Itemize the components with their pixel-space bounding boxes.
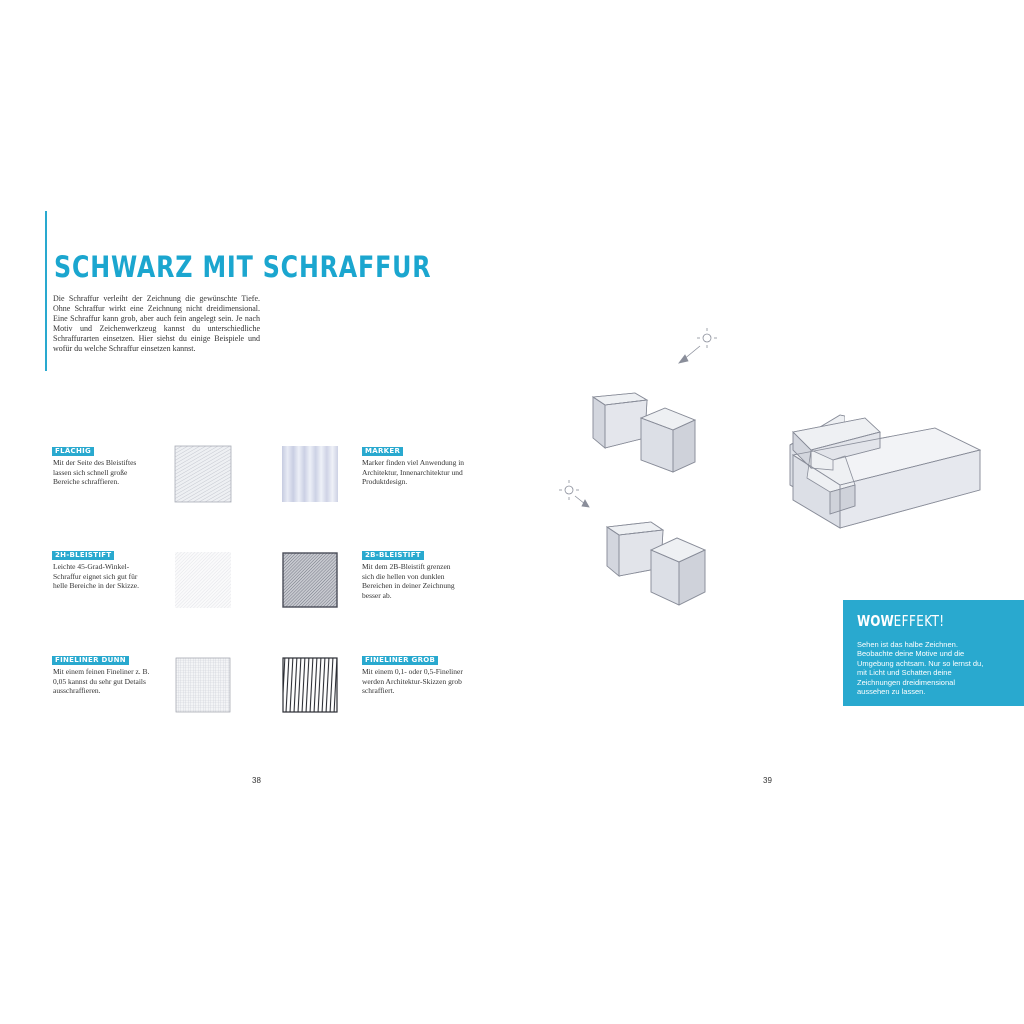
desc-fineliner-duenn: Mit einem feinen Fineliner z. B. 0,05 kannst du sehr gut Details ausschraffieren. (53, 667, 150, 695)
label-2b-bleistift: 2B-BLEISTIFT (362, 551, 424, 560)
page-number-left: 38 (252, 776, 261, 785)
label-fineliner-grob: FINELINER GROB (362, 656, 438, 665)
wow-effekt-text: Sehen ist das halbe Zeichnen. Beobachte deine Motive und die Umgebung achtsam. Nur so lernst du, mit Licht und Schatten deine Zeichnungen dreidimensional aussehen zu lassen. (857, 640, 984, 697)
swatch-marker (280, 444, 340, 504)
swatch-2h-bleistift (173, 550, 233, 610)
intro-text: Die Schraffur verleiht der Zeichnung die gewünschte Tiefe. Ohne Schraffur wirkt eine Zeichnung nicht dreidimensional. Eine Schraffur kann grob, aber auch fein angelegt sein. Je nach Motiv und Zeichenwerkzeug kannst du unterschiedliche Schraffurarten einsetzen. Hier siehst du einige Beispiele und wofür du welche Schraffur einsetzen kannst. (53, 294, 260, 354)
label-marker: MARKER (362, 447, 403, 456)
wow-title-light: EFFEKT! (893, 612, 945, 630)
accent-line (45, 211, 47, 371)
building-sketch-illustration (785, 410, 985, 535)
wow-title-bold: WOW (857, 612, 894, 630)
desc-2h-bleistift: Leichte 45-Grad-Winkel-Schraffur eignet sich gut für helle Bereiche in der Skizze. (53, 562, 140, 590)
wow-effekt-title (857, 612, 945, 630)
swatch-fineliner-grob (280, 655, 340, 715)
desc-fineliner-grob: Mit einem 0,1- oder 0,5-Fineliner werden Architektur-Skizzen grob schraffiert. (362, 667, 463, 695)
page-number-right: 39 (763, 776, 772, 785)
swatch-2b-bleistift (280, 550, 340, 610)
label-flaechig: FLÄCHIG (52, 447, 94, 456)
swatch-flaechig (173, 444, 233, 504)
desc-2b-bleistift: Mit dem 2B-Bleistift grenzen sich die hellen von dunklen Bereichen in deiner Zeichnung besser ab. (362, 562, 455, 600)
label-2h-bleistift: 2H-BLEISTIFT (52, 551, 114, 560)
desc-marker: Marker finden viel Anwendung in Architektur, Innenarchitektur und Produktdesign. (362, 458, 465, 486)
label-fineliner-duenn: FINELINER DÜNN (52, 656, 129, 665)
desc-flaechig: Mit der Seite des Bleistiftes lassen sich schnell große Bereiche schraffieren. (53, 458, 137, 486)
wow-effekt-box (843, 600, 1024, 706)
swatch-fineliner-duenn (173, 655, 233, 715)
page-title: SCHWARZ MIT SCHRAFFUR (54, 250, 432, 284)
